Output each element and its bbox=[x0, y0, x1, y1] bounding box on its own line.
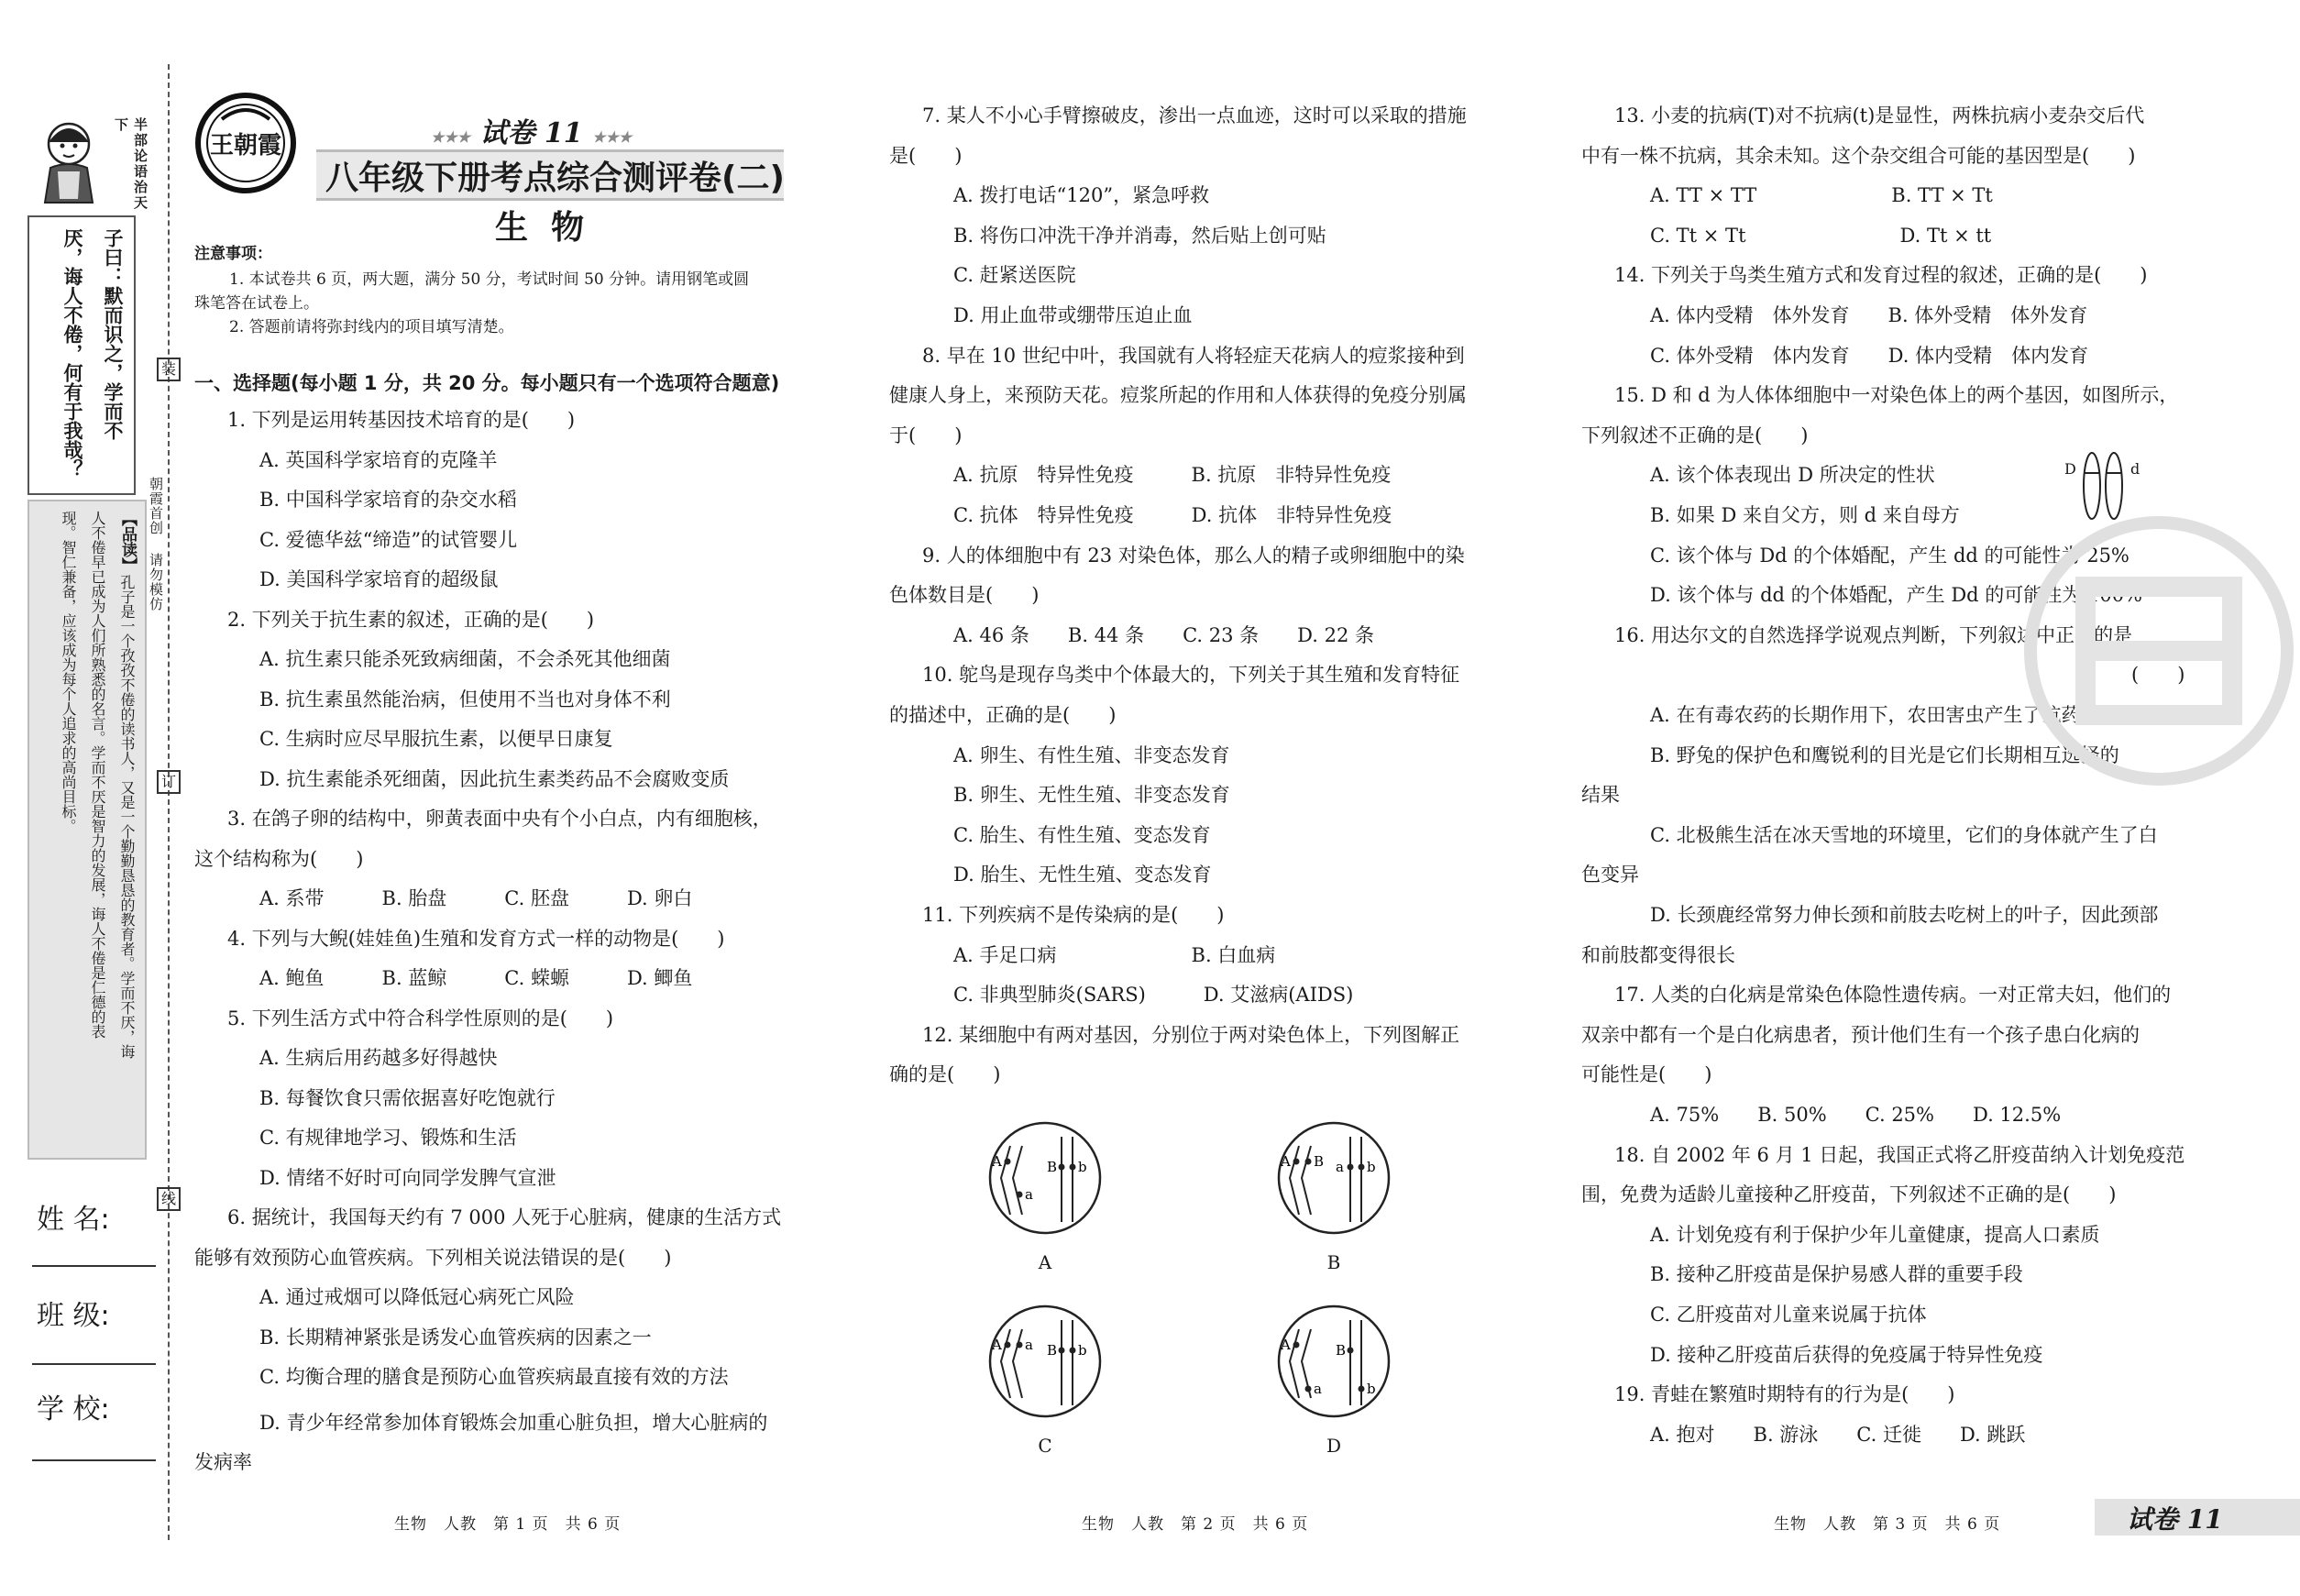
option-line: B. 将伤口冲洗干净并消毒，然后贴上创可贴 bbox=[953, 224, 1326, 247]
gene-label: B bbox=[1336, 1342, 1347, 1359]
quote-line-1: 子曰：默而识之，学而不 bbox=[102, 228, 125, 440]
chromosome-bent-2 bbox=[1302, 1146, 1311, 1215]
question-line: 19. 青蛙在繁殖时期特有的行为是( ) bbox=[1614, 1383, 1955, 1406]
question-line: 3. 在鸽子卵的结构中，卵黄表面中央有个小白点，内有细胞核， bbox=[227, 808, 772, 830]
question-line: 中有一株不抗病，其余未知。这个杂交组合可能的基因型是( ) bbox=[1581, 144, 2136, 167]
gene-marker bbox=[1293, 1159, 1300, 1165]
chromosome-bent-1 bbox=[1001, 1146, 1010, 1215]
option-line: B. 如果 D 来自父方，则 d 来自母方 bbox=[1650, 504, 1960, 526]
question-line: 1. 下列是运用转基因技术培育的是( ) bbox=[227, 409, 576, 431]
option-line: C. 胎生、有性生殖、变态发育 bbox=[953, 823, 1211, 846]
gene-marker bbox=[1005, 1342, 1011, 1348]
option-line: D. 胎生、无性生殖、变态发育 bbox=[953, 864, 1212, 886]
gene-marker bbox=[1348, 1164, 1354, 1171]
gene-marker bbox=[1305, 1386, 1312, 1392]
logo-text: 王朝霞 bbox=[209, 132, 281, 160]
gene-marker bbox=[1359, 1386, 1365, 1392]
gene-label: B bbox=[1047, 1159, 1058, 1175]
option-line: C. 该个体与 Dd 的个体婚配，产生 dd 的可能性为 25% bbox=[1650, 544, 2129, 567]
question-line: 17. 人类的白化病是常染色体隐性遗传病。一对正常夫妇，他们的 bbox=[1614, 984, 2172, 1007]
gene-marker bbox=[1305, 1159, 1312, 1165]
question-line: 和前肢都变得很长 bbox=[1581, 943, 1735, 966]
option-line: B. 野兔的保护色和鹰锐利的目光是它们长期相互选择的 bbox=[1650, 743, 2119, 766]
option-line: D. 长颈鹿经常努力伸长颈和前肢去吃树上的叶子，因此颈部 bbox=[1650, 904, 2159, 926]
binding-line bbox=[168, 64, 170, 1540]
gene-d-label: d bbox=[2130, 460, 2140, 478]
question-line: 可能性是( ) bbox=[1581, 1063, 1712, 1086]
question-line: 18. 自 2002 年 6 月 1 日起，我国正式将乙肝疫苗纳入计划免疫范 bbox=[1614, 1143, 2185, 1166]
option-line: B. 抗生素虽然能治病，但使用不当也对身体不利 bbox=[259, 688, 671, 710]
chromosome-bent-1 bbox=[1001, 1329, 1010, 1398]
page-title: 八年级下册考点综合测评卷(二) bbox=[325, 160, 785, 197]
option-line: C. 乙肝疫苗对儿童来说属于抗体 bbox=[1650, 1304, 1927, 1326]
option-line: A. 体内受精 体外发育 B. 体外受精 体外发育 bbox=[1650, 304, 2088, 326]
option-line: C. 生病时应尽早服抗生素，以便早日康复 bbox=[259, 728, 613, 750]
option-line: C. 爱德华兹“缔造”的试管婴儿 bbox=[259, 528, 518, 551]
cell-outline bbox=[990, 1123, 1100, 1233]
option-line: D. 情绪不好时可向同学发脾气宣泄 bbox=[259, 1166, 556, 1189]
gene-label: A bbox=[1281, 1337, 1291, 1353]
gene-label: b bbox=[1078, 1342, 1087, 1359]
option-line: A. 手足口病 B. 白血病 bbox=[953, 943, 1276, 966]
question-line: 9. 人的体细胞中有 23 对染色体，那么人的精子或卵细胞中的染 bbox=[922, 544, 1465, 567]
cell-diagram bbox=[981, 1297, 1109, 1457]
subject-title: 生 物 bbox=[495, 209, 585, 247]
publisher-logo bbox=[194, 92, 297, 194]
diagram-label: B bbox=[1326, 1251, 1341, 1273]
diagram-label: C bbox=[1038, 1435, 1052, 1457]
option-line: C. Tt × Tt D. Tt × tt bbox=[1650, 224, 1992, 247]
option-line: A. 抱对 B. 游泳 C. 迁徙 D. 跳跃 bbox=[1650, 1423, 2026, 1446]
class-label: 班 级: bbox=[37, 1300, 110, 1332]
option-line: A. 系带 B. 胎盘 C. 胚盘 D. 卵白 bbox=[259, 887, 693, 909]
footer-page-1: 生物 人教 第 1 页 共 6 页 bbox=[394, 1515, 622, 1534]
question-line: 是( ) bbox=[889, 144, 963, 167]
option-line: A. 46 条 B. 44 条 C. 23 条 D. 22 条 bbox=[953, 623, 1374, 646]
gene-marker bbox=[1017, 1192, 1023, 1198]
gene-marker bbox=[1005, 1159, 1011, 1165]
reading-title: 【品读】 bbox=[118, 511, 137, 573]
gene-marker bbox=[1017, 1342, 1023, 1348]
option-line: B. 卵生、无性生殖、非变态发育 bbox=[953, 784, 1230, 807]
option-line: D. 用止血带或绷带压迫止血 bbox=[953, 304, 1193, 326]
option-line: B. 接种乙肝疫苗是保护易感人群的重要手段 bbox=[1650, 1263, 2023, 1286]
question-line: 8. 早在 10 世纪中叶，我国就有人将轻症天花病人的痘浆接种到 bbox=[922, 344, 1465, 367]
gene-label: A bbox=[992, 1337, 1002, 1353]
question-line: 色体数目是( ) bbox=[889, 584, 1040, 607]
stars-right: ★★★ bbox=[592, 128, 633, 146]
question-line: 13. 小麦的抗病(T)对不抗病(t)是显性，两株抗病小麦杂交后代 bbox=[1614, 105, 2145, 127]
chromosome-bent-1 bbox=[1290, 1146, 1299, 1215]
section-heading: 一、选择题(每小题 1 分，共 20 分。每小题只有一个选项符合题意) bbox=[194, 372, 780, 394]
chromosome-bent-2 bbox=[1013, 1329, 1022, 1398]
gene-marker bbox=[1059, 1164, 1065, 1171]
notes-line-1: 1. 本试卷共 6 页，两大题，满分 50 分，考试时间 50 分钟。请用钢笔或圆 bbox=[229, 270, 750, 289]
option-line: C. 有规律地学习、锻炼和生活 bbox=[259, 1127, 517, 1149]
gene-marker bbox=[1070, 1164, 1076, 1171]
cell-outline bbox=[990, 1306, 1100, 1416]
seal-note: 朝霞首创 请勿模仿 bbox=[148, 477, 164, 611]
watermark-stamp bbox=[2021, 513, 2296, 788]
option-line: D. 青少年经常参加体育锻炼会加重心脏负担，增大心脏病的 bbox=[259, 1411, 768, 1434]
option-line: A. 卵生、有性生殖、非变态发育 bbox=[953, 743, 1230, 766]
cell-outline bbox=[1279, 1306, 1389, 1416]
cell-diagram-svg bbox=[1270, 1297, 1398, 1425]
reading-line-2: 人不倦早已成为人们所熟悉的名言。学而不厌是智力的发展，诲人不倦是仁德的表 bbox=[89, 511, 106, 1039]
mascot-figure bbox=[32, 115, 105, 206]
option-line: C. 赶紧送医院 bbox=[953, 264, 1076, 287]
cell-diagram-svg bbox=[1270, 1114, 1398, 1242]
question-line: 于( ) bbox=[889, 424, 963, 446]
question-line: 色变异 bbox=[1581, 864, 1639, 886]
name-field[interactable] bbox=[32, 1265, 156, 1267]
question-line: 下列叙述不正确的是( ) bbox=[1581, 424, 1809, 446]
footer-badge: 试卷 11 bbox=[2127, 1504, 2223, 1535]
gene-marker bbox=[1293, 1342, 1300, 1348]
stars-left: ★★★ bbox=[431, 128, 471, 146]
option-line: A. TT × TT B. TT × Tt bbox=[1650, 184, 1993, 207]
gene-label: B bbox=[1047, 1342, 1058, 1359]
quote-box bbox=[28, 215, 136, 495]
question-line: 5. 下列生活方式中符合科学性原则的是( ) bbox=[227, 1007, 614, 1029]
series-text: 试卷 11 bbox=[479, 117, 583, 149]
option-line: D. 美国科学家培育的超级鼠 bbox=[259, 568, 499, 590]
question-line: 健康人身上，来预防天花。痘浆所起的作用和人体获得的免疫分别属 bbox=[889, 384, 1467, 407]
notes-title: 注意事项： bbox=[194, 245, 272, 263]
option-line: A. 生病后用药越多好得越快 bbox=[259, 1047, 498, 1069]
quote-line-2: 厌，诲人不倦，何有于我哉？ bbox=[61, 228, 84, 479]
cell-diagram bbox=[981, 1114, 1109, 1273]
footer-page-2: 生物 人教 第 2 页 共 6 页 bbox=[1082, 1515, 1309, 1534]
question-line: 的描述中，正确的是( ) bbox=[889, 704, 1117, 726]
question-line: 7. 某人不小心手臂擦破皮，渗出一点血迹，这时可以采取的措施 bbox=[922, 105, 1467, 127]
option-line: D. 该个体与 dd 的个体婚配，产生 Dd 的可能性为 100% bbox=[1650, 584, 2143, 607]
gene-label: b bbox=[1367, 1159, 1376, 1175]
chromosome-bent-2 bbox=[1013, 1146, 1022, 1215]
option-line: A. 75% B. 50% C. 25% D. 12.5% bbox=[1650, 1104, 2062, 1126]
question-line: 围，免费为适龄儿童接种乙肝疫苗，下列叙述不正确的是( ) bbox=[1581, 1183, 2117, 1206]
q15-chromosome-figure bbox=[2063, 449, 2145, 523]
option-line: A. 抗原 特异性免疫 B. 抗原 非特异性免疫 bbox=[953, 464, 1392, 487]
chromosome-bent-1 bbox=[1290, 1329, 1299, 1398]
cell-outline bbox=[1279, 1123, 1389, 1233]
seal-box-1: 装 bbox=[157, 358, 181, 381]
sidebar bbox=[28, 110, 151, 1164]
question-line: 6. 据统计，我国每天约有 7 000 人死于心脏病，健康的生活方式 bbox=[227, 1206, 782, 1228]
notes-line-1b: 珠笔答在试卷上。 bbox=[194, 294, 319, 313]
question-line: 14. 下列关于鸟类生殖方式和发育过程的叙述，正确的是( ) bbox=[1614, 264, 2148, 287]
option-line: A. 抗生素只能杀死致病细菌，不会杀死其他细菌 bbox=[259, 648, 671, 670]
question-line: 这个结构称为( ) bbox=[194, 847, 364, 870]
footer-page-3: 生物 人教 第 3 页 共 6 页 bbox=[1774, 1515, 2001, 1534]
cell-diagram bbox=[1270, 1297, 1398, 1457]
gene-marker bbox=[1348, 1348, 1354, 1354]
gene-label: a bbox=[1025, 1186, 1033, 1203]
gene-label: B bbox=[1314, 1153, 1325, 1170]
notes-line-2: 2. 答题前请将弥封线内的项目填写清楚。 bbox=[229, 318, 514, 336]
question-line: 11. 下列疾病不是传染病的是( ) bbox=[922, 904, 1225, 926]
question-line: 确的是( ) bbox=[889, 1063, 1001, 1086]
question-line: 能够有效预防心血管疾病。下列相关说法错误的是( ) bbox=[194, 1246, 672, 1269]
reading-box bbox=[28, 500, 147, 1160]
motto-small: 半部论语治天下 bbox=[113, 117, 149, 211]
question-line: 双亲中都有一个是白化病患者，预计他们生有一个孩子患白化病的 bbox=[1581, 1023, 2140, 1046]
cell-diagram-svg bbox=[981, 1297, 1109, 1425]
question-line: 15. D 和 d 为人体体细胞中一对染色体上的两个基因，如图所示， bbox=[1614, 384, 2179, 407]
school-field[interactable] bbox=[32, 1459, 156, 1461]
gene-marker bbox=[1070, 1348, 1076, 1354]
option-line: A. 鲍鱼 B. 蓝鲸 C. 蝾螈 D. 鲫鱼 bbox=[259, 967, 693, 989]
gene-label: a bbox=[1025, 1337, 1033, 1353]
option-line: A. 在有毒农药的长期作用下，农田害虫产生了抗药性 bbox=[1650, 704, 2100, 726]
option-line: A. 通过戒烟可以降低冠心病死亡风险 bbox=[259, 1286, 575, 1308]
option-line: B. 每餐饮食只需依据喜好吃饱就行 bbox=[259, 1086, 556, 1109]
reading-line-3: 现。智仁兼备，应该成为每个人追求的高尚目标。 bbox=[60, 511, 77, 833]
name-label: 姓 名: bbox=[37, 1204, 110, 1236]
gene-label: a bbox=[1336, 1159, 1344, 1175]
question-line: 结果 bbox=[1581, 784, 1620, 807]
school-label: 学 校: bbox=[37, 1393, 110, 1425]
option-line: A. 计划免疫有利于保护少年儿童健康，提高人口素质 bbox=[1650, 1223, 2100, 1246]
gene-D-label: D bbox=[2064, 460, 2076, 478]
cell-diagram-svg bbox=[981, 1114, 1109, 1242]
option-line: C. 均衡合理的膳食是预防心血管疾病最直接有效的方法 bbox=[259, 1366, 729, 1388]
option-line: D. 抗生素能杀死细菌，因此抗生素类药品不会腐败变质 bbox=[259, 767, 730, 790]
seal-box-2: 订 bbox=[157, 770, 181, 794]
option-line: C. 体外受精 体内发育 D. 体内受精 体内发育 bbox=[1650, 344, 2089, 367]
gene-label: A bbox=[992, 1153, 1002, 1170]
gene-label: b bbox=[1367, 1381, 1376, 1397]
question-line: 16. 用达尔文的自然选择学说观点判断，下列叙述中正确的是 bbox=[1614, 623, 2133, 646]
question-line: 4. 下列与大鲵(娃娃鱼)生殖和发育方式一样的动物是( ) bbox=[227, 927, 725, 950]
gene-marker bbox=[1359, 1164, 1365, 1171]
question-line: 发病率 bbox=[194, 1451, 252, 1473]
seal-box-3: 线 bbox=[157, 1187, 181, 1211]
option-line: ( ) bbox=[2131, 664, 2185, 687]
option-line: C. 非典型肺炎(SARS) D. 艾滋病(AIDS) bbox=[953, 984, 1354, 1007]
diagram-label: A bbox=[1038, 1251, 1052, 1273]
option-line: C. 抗体 特异性免疫 D. 抗体 非特异性免疫 bbox=[953, 504, 1392, 526]
diagram-label: D bbox=[1326, 1435, 1342, 1457]
option-line: B. 中国科学家培育的杂交水稻 bbox=[259, 489, 517, 511]
reading-line-1: 孔子是一个孜孜不倦的读书人，又是一个勤勤恳恳的教育者。学而不厌，诲 bbox=[118, 575, 136, 1059]
option-line: A. 英国科学家培育的克隆羊 bbox=[259, 448, 498, 471]
gene-marker bbox=[1059, 1348, 1065, 1354]
option-line: A. 该个体表现出 D 所决定的性状 bbox=[1650, 464, 1935, 487]
cell-diagram bbox=[1270, 1114, 1398, 1273]
question-line: 12. 某细胞中有两对基因，分别位于两对染色体上，下列图解正 bbox=[922, 1023, 1460, 1046]
option-line: D. 接种乙肝疫苗后获得的免疫属于特异性免疫 bbox=[1650, 1343, 2043, 1366]
class-field[interactable] bbox=[32, 1363, 156, 1365]
option-line: B. 长期精神紧张是诱发心血管疾病的因素之一 bbox=[259, 1326, 652, 1348]
gene-label: a bbox=[1314, 1381, 1322, 1397]
option-line: C. 北极熊生活在冰天雪地的环境里，它们的身体就产生了白 bbox=[1650, 823, 2158, 846]
series-label bbox=[431, 110, 632, 150]
gene-label: b bbox=[1078, 1159, 1087, 1175]
question-line: 10. 鸵鸟是现存鸟类中个体最大的，下列关于其生殖和发育特征 bbox=[922, 664, 1460, 687]
question-line: 2. 下列关于抗生素的叙述，正确的是( ) bbox=[227, 608, 595, 631]
option-line: A. 拨打电话“120”，紧急呼救 bbox=[953, 184, 1210, 207]
gene-label: A bbox=[1281, 1153, 1291, 1170]
